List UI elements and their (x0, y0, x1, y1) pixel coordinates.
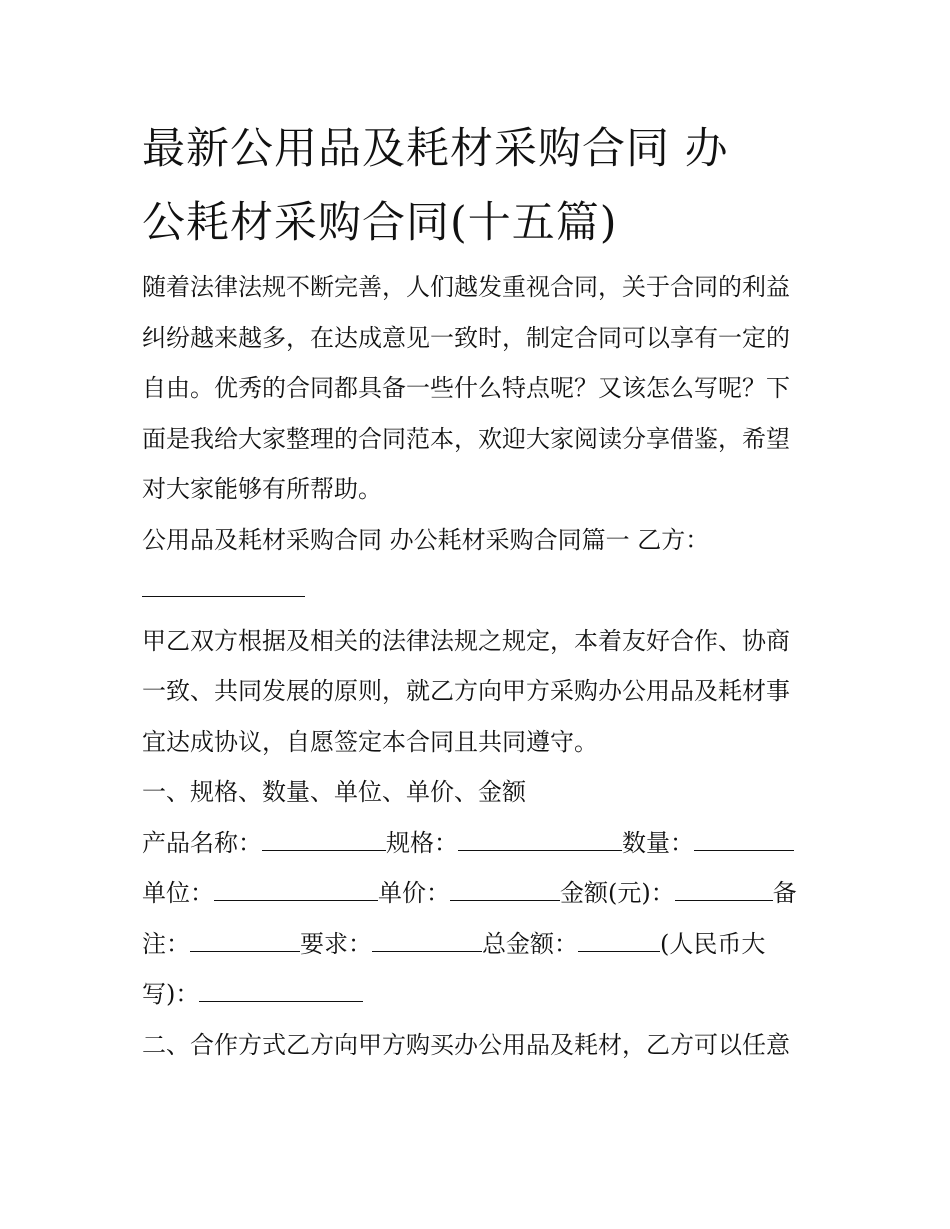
clause-2-text: 二、合作方式乙方向甲方购买办公用品及耗材，乙方可以任意 (142, 1030, 790, 1059)
rmb-blank (199, 974, 363, 1002)
total-blank (578, 924, 660, 952)
remark-label-a: 备 (772, 879, 797, 907)
intro-line-4: 面是我给大家整理的合同范本，欢迎大家阅读分享借鉴，希望 (142, 424, 790, 453)
rmb-label-a: (人民币大 (660, 929, 766, 958)
party-b-blank (142, 565, 305, 597)
clause-1-heading: 一、规格、数量、单位、单价、金额 (142, 778, 526, 806)
intro-line-5: 对大家能够有所帮助。 (142, 475, 382, 503)
document-title (142, 112, 814, 260)
product-name-label: 产品名称： (142, 828, 262, 857)
unit-price-label: 单价： (378, 879, 450, 907)
unit-label: 单位： (142, 879, 214, 907)
amount-label: 金额(元)： (560, 879, 675, 907)
fields-row-2 (142, 868, 814, 919)
title-line-1: 最新公用品及耗材采购合同 办 (142, 124, 729, 174)
unit-blank (214, 873, 378, 901)
remark-label-b: 注： (142, 929, 190, 958)
requirement-label: 要求： (300, 929, 372, 958)
intro-line-3: 自由。优秀的合同都具备一些什么特点呢？又该怎么写呢？下 (142, 374, 790, 402)
amount-blank (675, 873, 773, 901)
fields-row-3 (142, 919, 814, 970)
quantity-blank (694, 823, 794, 851)
total-label: 总金额： (482, 929, 578, 958)
title-line-2: 公耗材采购合同(十五篇) (142, 198, 618, 248)
remark-blank (190, 924, 300, 952)
document-body (142, 112, 814, 1070)
spec-blank (458, 823, 622, 851)
intro-line-2: 纠纷越来越多，在达成意见一致时，制定合同可以享有一定的 (142, 323, 790, 352)
agreement-line-2: 一致、共同发展的原则，就乙方向甲方采购办公用品及耗材事 (142, 677, 790, 705)
intro-line-1: 随着法律法规不断完善，人们越发重视合同，关于合同的利益 (142, 273, 790, 301)
agreement-line-3: 宜达成协议，自愿签定本合同且共同遵守。 (142, 727, 598, 756)
spec-label: 规格： (386, 828, 458, 857)
party-b-blank-row (142, 565, 814, 616)
requirement-blank (372, 924, 482, 952)
quantity-label: 数量： (622, 828, 694, 857)
unit-price-blank (450, 873, 560, 901)
fields-row-4 (142, 969, 814, 1020)
product-name-blank (262, 823, 386, 851)
agreement-line-1: 甲乙双方根据及相关的法律法规之规定，本着友好合作、协商 (142, 626, 790, 655)
section-heading: 公用品及耗材采购合同 办公耗材采购合同篇一 乙方： (142, 525, 710, 554)
rmb-label-b: 写)： (142, 980, 200, 1008)
fields-row-1 (142, 818, 814, 869)
